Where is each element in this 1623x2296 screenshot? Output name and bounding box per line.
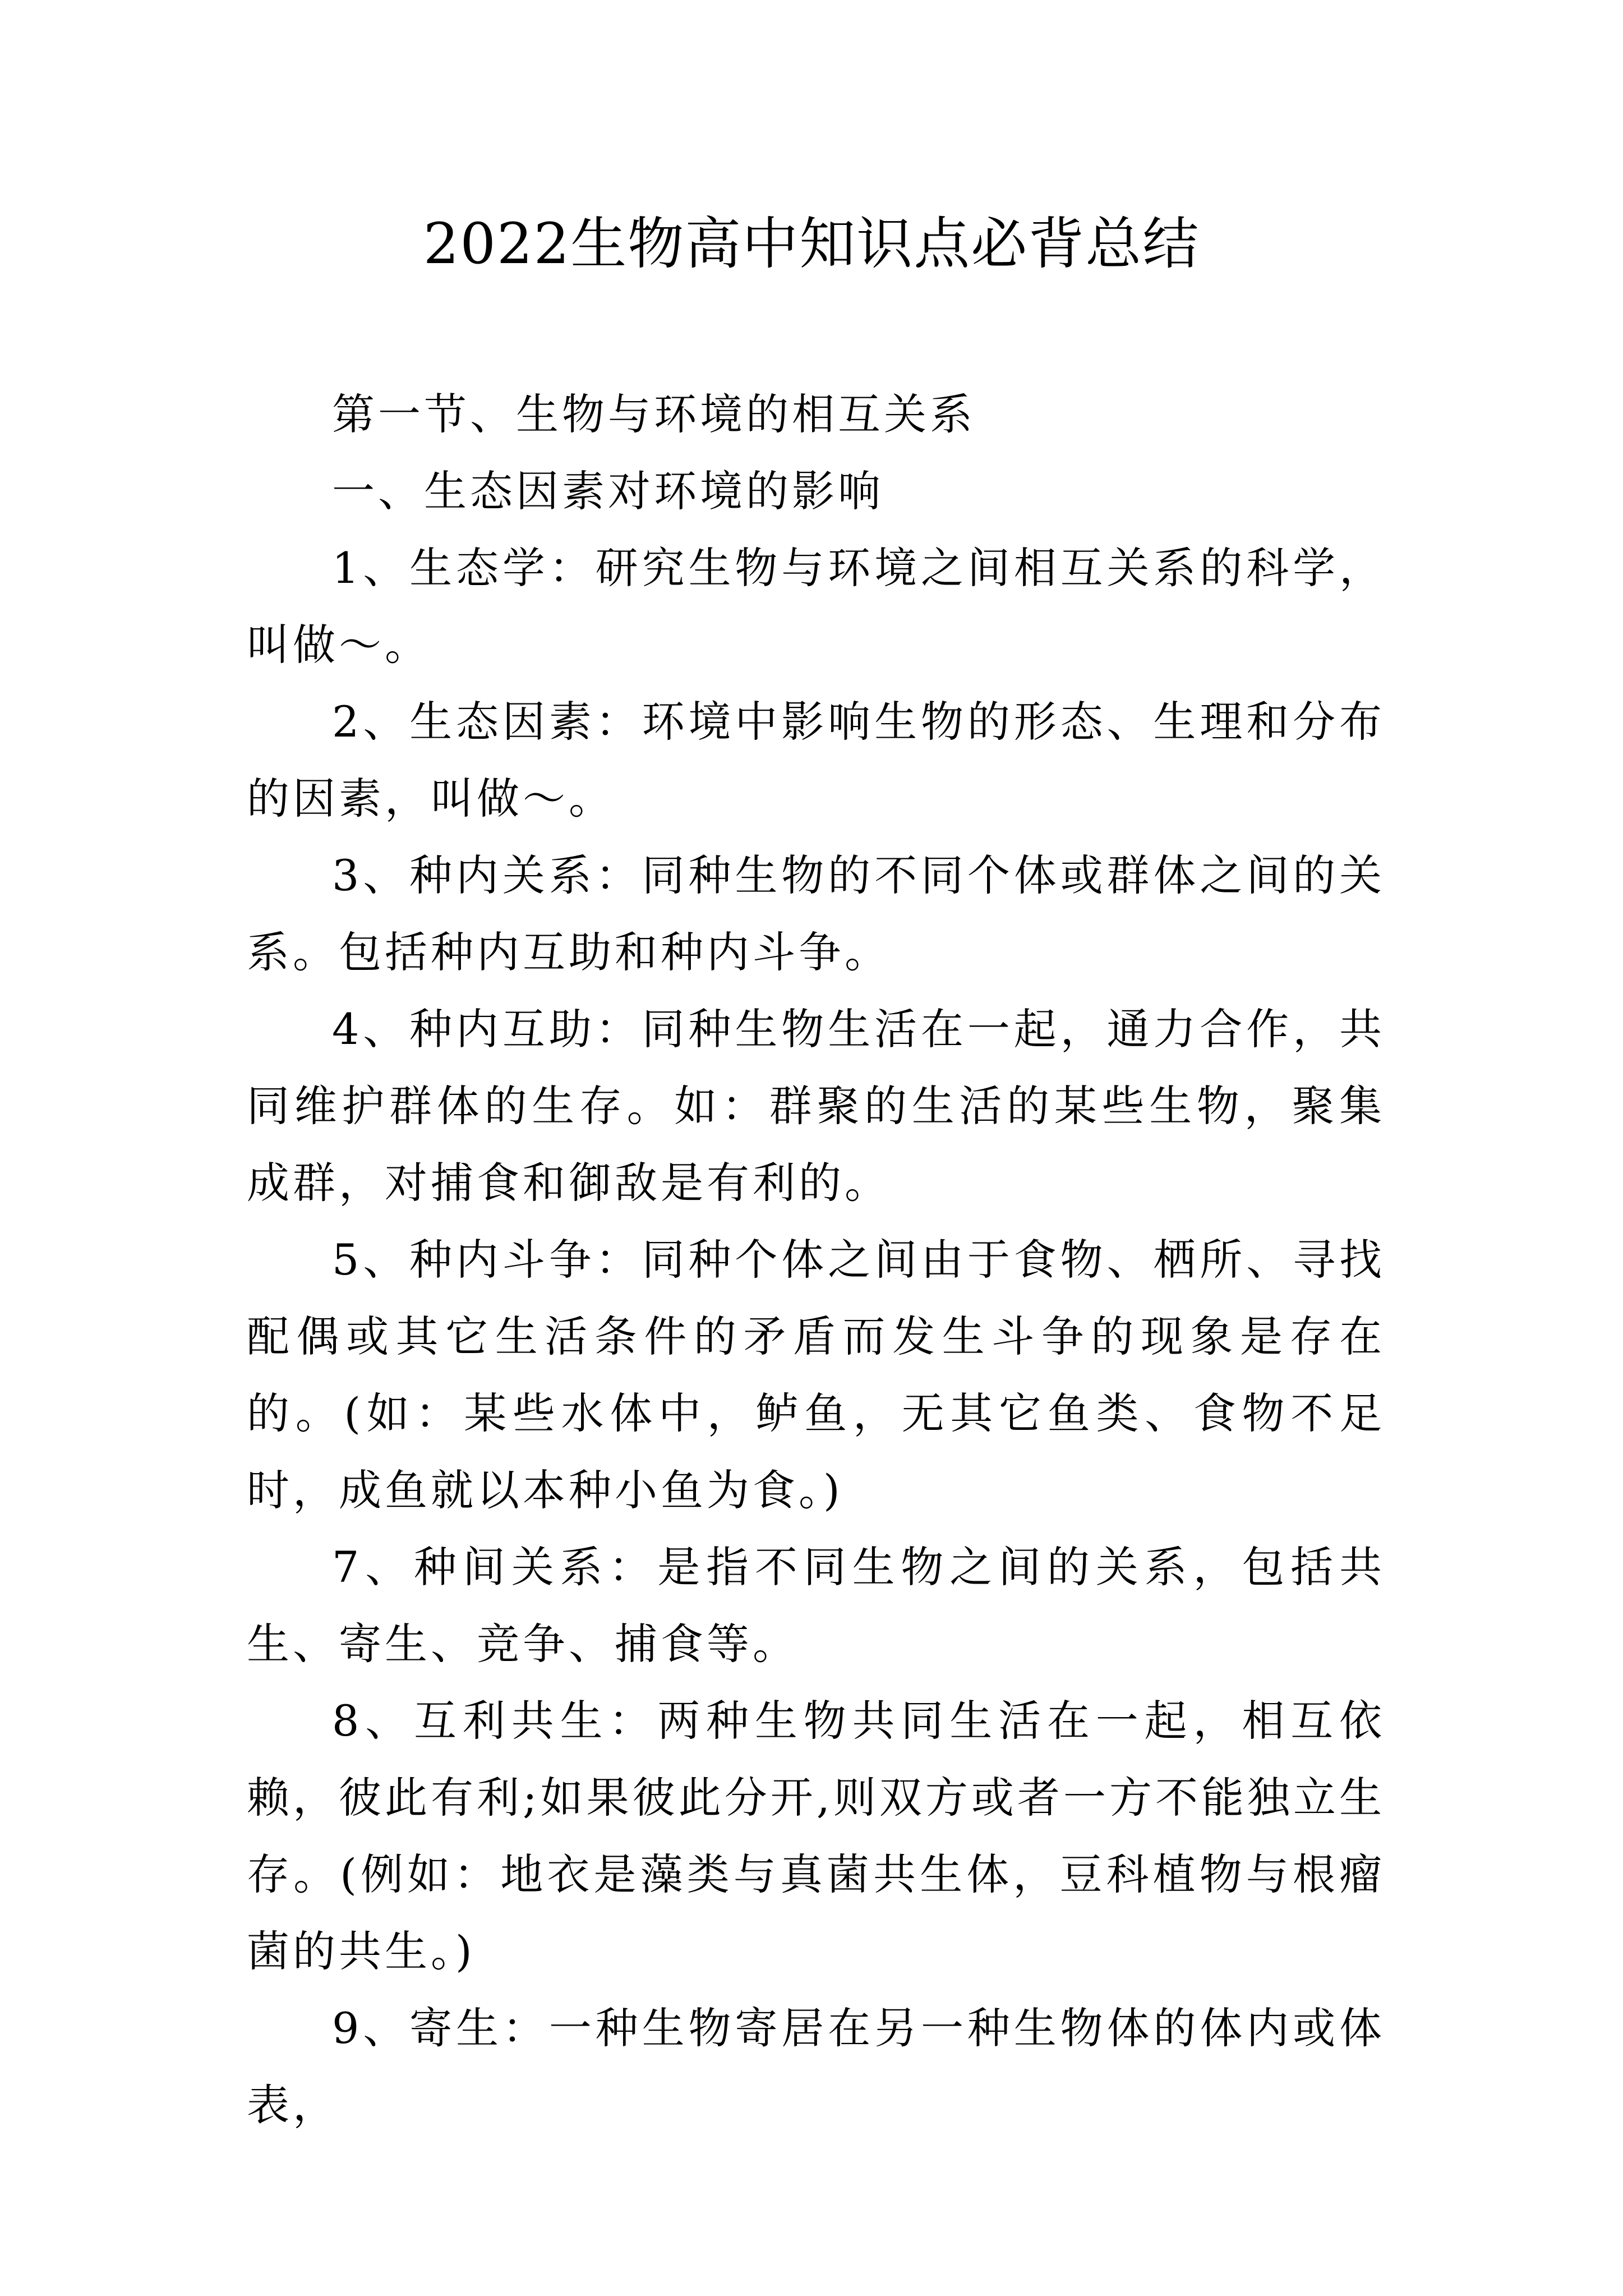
paragraph-interspecific-relations: 7、种间关系：是指不同生物之间的关系，包括共生、寄生、竞争、捕食等。 (247, 1542, 1385, 1669)
document-title: 2022生物高中知识点必背总结 (423, 211, 1200, 277)
paragraph-intraspecific-relations: 3、种内关系：同种生物的不同个体或群体之间的关系。包括种内互助和种内斗争。 (247, 850, 1385, 977)
paragraph-intraspecific-competition: 5、种内斗争：同种个体之间由于食物、栖所、寻找配偶或其它生活条件的矛盾而发生斗争的现象是存在的。(如：某些水体中，鲈鱼，无其它鱼类、食物不足时，成鱼就以本种小鱼为食。) (247, 1235, 1385, 1515)
section-heading: 第一节、生物与环境的相互关系 (332, 389, 976, 439)
paragraph-ecological-factors: 2、生态因素：环境中影响生物的形态、生理和分布的因素，叫做～。 (247, 697, 1385, 823)
paragraph-ecology: 1、生态学：研究生物与环境之间相互关系的科学，叫做～。 (247, 543, 1385, 670)
paragraph-mutualism: 8、互利共生：两种生物共同生活在一起，相互依赖，彼此有利;如果彼此分开,则双方或者一方不能独立生存。(例如：地衣是藻类与真菌共生体，豆科植物与根瘤菌的共生。) (247, 1696, 1385, 1976)
paragraph-intraspecific-cooperation: 4、种内互助：同种生物生活在一起，通力合作，共同维护群体的生存。如：群聚的生活的某些生物，聚集成群，对捕食和御敌是有利的。 (247, 1004, 1385, 1208)
document-body (247, 376, 1385, 2143)
paragraph-parasitism: 9、寄生：一种生物寄居在另一种生物体的体内或体表， (247, 2003, 1385, 2130)
subsection-heading: 一、生态因素对环境的影响 (332, 466, 884, 516)
